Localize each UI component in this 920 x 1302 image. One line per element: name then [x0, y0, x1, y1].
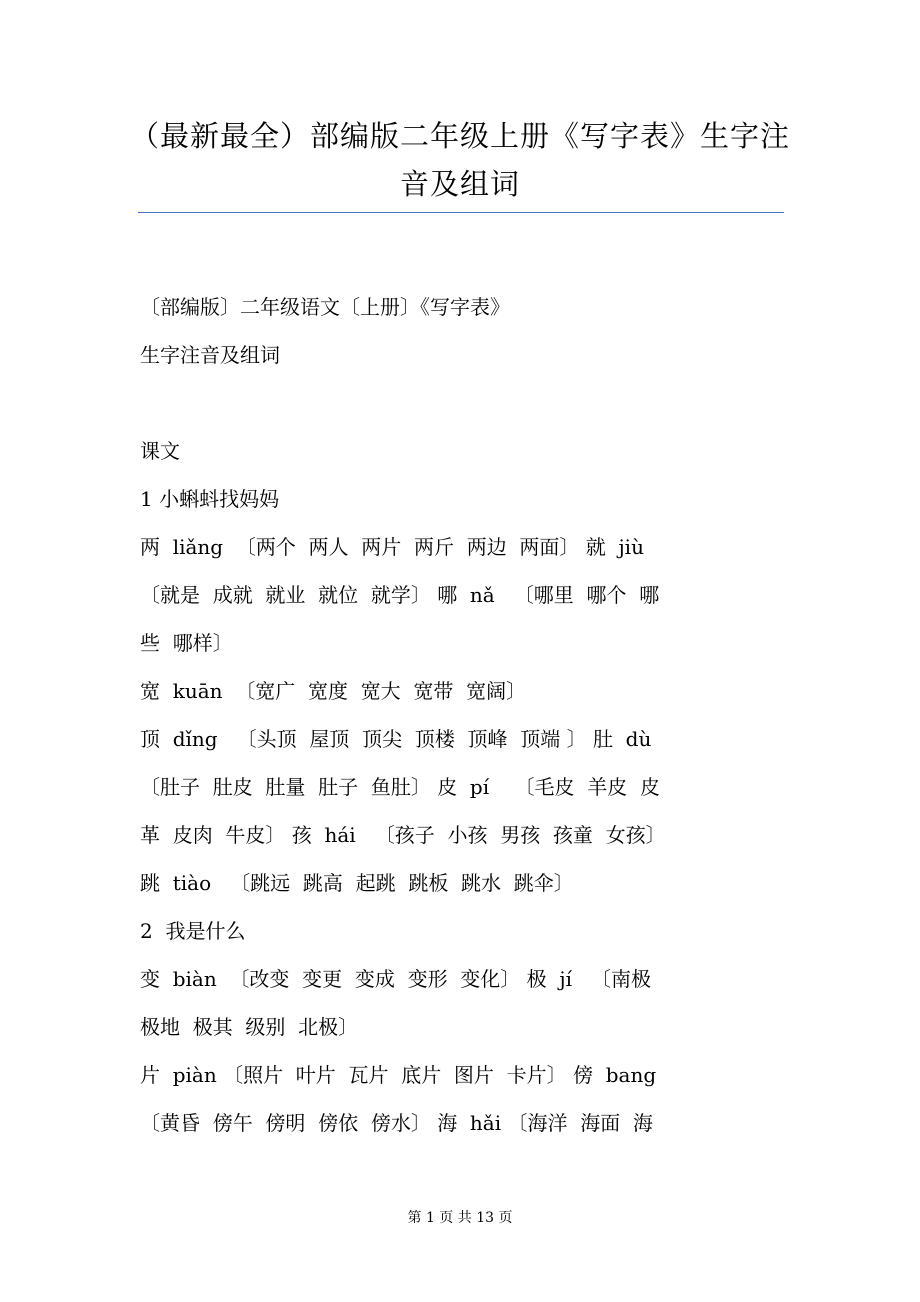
text-line: 片 piàn 〔照片 叶片 瓦片 底片 图片 卡片〕 傍 bang: [140, 1063, 657, 1087]
page-footer: 第 1 页 共 13 页: [407, 1210, 513, 1226]
text-line: 些 哪样〕: [140, 631, 233, 655]
text-line: 〔就是 成就 就业 就位 就学〕 哪 nǎ 〔哪里 哪个 哪: [140, 583, 660, 607]
text-line: 极地 极其 级别 北极〕: [140, 1015, 359, 1039]
text-line: 宽 kuān 〔宽广 宽度 宽大 宽带 宽阔〕: [140, 679, 527, 703]
title-line-2: 音及组词: [399, 167, 520, 201]
title-underline: [138, 212, 784, 213]
heading-line: 〔部编版〕二年级语文〔上册〕《写字表》: [140, 295, 510, 319]
document-title: [130, 112, 790, 208]
text-line: 变 biàn 〔改变 变更 变成 变形 变化〕 极 jí 〔南极: [140, 967, 652, 991]
text-line: 跳 tiào 〔跳远 跳高 起跳 跳板 跳水 跳伞〕: [140, 871, 574, 895]
text-line: 〔肚子 肚皮 肚量 肚子 鱼肚〕 皮 pí 〔毛皮 羊皮 皮: [140, 775, 660, 799]
text-line: 两 liǎng 〔两个 两人 两片 两斤 两边 两面〕 就 jiù: [140, 535, 644, 559]
lesson-heading: 2 我是什么: [140, 919, 246, 943]
section-heading: 课文: [140, 439, 180, 463]
document-body: [140, 290, 785, 1154]
text-line: 革 皮肉 牛皮〕 孩 hái 〔孩子 小孩 男孩 孩童 女孩〕: [140, 823, 666, 847]
subheading-line: 生字注音及组词: [140, 343, 280, 367]
text-line: 顶 dǐng 〔头顶 屋顶 顶尖 顶楼 顶峰 顶端 〕 肚 dù: [140, 727, 652, 751]
lesson-heading: 1 小蝌蚪找妈妈: [140, 487, 280, 511]
text-line: 〔黄昏 傍午 傍明 傍依 傍水〕 海 hǎi 〔海洋 海面 海: [140, 1111, 653, 1135]
title-line-1: （最新最全）部编版二年级上册《写字表》生字注: [130, 119, 791, 153]
blank-spacer: [140, 386, 785, 434]
